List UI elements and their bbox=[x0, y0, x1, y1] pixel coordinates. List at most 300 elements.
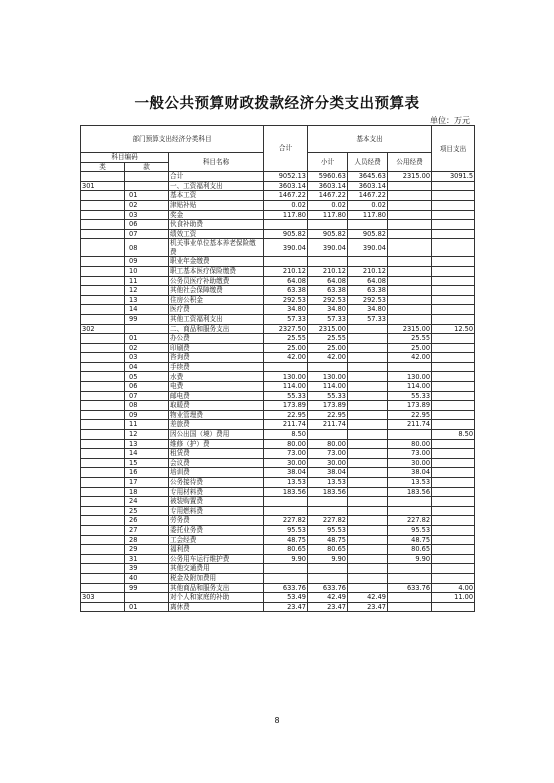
cell-kuan bbox=[125, 181, 169, 191]
cell-kuan: 07 bbox=[125, 229, 169, 239]
table-row bbox=[81, 314, 475, 324]
cell-name: 办公费 bbox=[169, 334, 264, 344]
cell-project: 8.50 bbox=[432, 430, 475, 440]
cell-name: 绩效工资 bbox=[169, 229, 264, 239]
cell-personnel: 905.82 bbox=[348, 229, 388, 239]
cell-subtotal: 48.75 bbox=[308, 535, 348, 545]
cell-public: 55.33 bbox=[388, 391, 432, 401]
cell-kuan: 05 bbox=[125, 372, 169, 382]
cell-kuan: 04 bbox=[125, 362, 169, 372]
cell-kuan: 27 bbox=[125, 525, 169, 535]
cell-personnel: 210.12 bbox=[348, 266, 388, 276]
cell-total: 55.33 bbox=[264, 391, 308, 401]
cell-kuan: 02 bbox=[125, 343, 169, 353]
cell-name: 其他社会保障缴费 bbox=[169, 286, 264, 296]
cell-kuan: 09 bbox=[125, 410, 169, 420]
table-row bbox=[81, 535, 475, 545]
cell-kuan: 15 bbox=[125, 458, 169, 468]
cell-kuan bbox=[125, 172, 169, 182]
cell-subtotal bbox=[308, 573, 348, 583]
cell-name: 劳务费 bbox=[169, 516, 264, 526]
cell-lei bbox=[81, 564, 125, 574]
cell-personnel bbox=[348, 497, 388, 507]
cell-subtotal: 227.82 bbox=[308, 516, 348, 526]
table-row bbox=[81, 181, 475, 191]
cell-lei bbox=[81, 334, 125, 344]
cell-public: 183.56 bbox=[388, 487, 432, 497]
cell-project bbox=[432, 506, 475, 516]
cell-total: 63.38 bbox=[264, 286, 308, 296]
cell-personnel bbox=[348, 525, 388, 535]
cell-name: 奖金 bbox=[169, 210, 264, 220]
cell-total: 57.33 bbox=[264, 314, 308, 324]
cell-total bbox=[264, 362, 308, 372]
cell-name: 职业年金缴费 bbox=[169, 257, 264, 267]
cell-public: 173.89 bbox=[388, 401, 432, 411]
cell-name: 对个人和家庭的补助 bbox=[169, 593, 264, 603]
table-row bbox=[81, 191, 475, 201]
table-row bbox=[81, 487, 475, 497]
cell-personnel bbox=[348, 420, 388, 430]
cell-name: 印刷费 bbox=[169, 343, 264, 353]
cell-total: 48.75 bbox=[264, 535, 308, 545]
cell-public bbox=[388, 497, 432, 507]
cell-subtotal: 390.04 bbox=[308, 239, 348, 257]
table-row bbox=[81, 410, 475, 420]
header-personnel: 人员经费 bbox=[348, 153, 388, 172]
cell-personnel bbox=[348, 468, 388, 478]
table-row bbox=[81, 401, 475, 411]
cell-total bbox=[264, 220, 308, 230]
cell-personnel: 57.33 bbox=[348, 314, 388, 324]
cell-lei bbox=[81, 382, 125, 392]
cell-kuan: 09 bbox=[125, 257, 169, 267]
cell-public: 2315.00 bbox=[388, 172, 432, 182]
cell-total bbox=[264, 257, 308, 267]
cell-subtotal: 3603.14 bbox=[308, 181, 348, 191]
cell-public bbox=[388, 191, 432, 201]
cell-public: 114.00 bbox=[388, 382, 432, 392]
cell-kuan: 28 bbox=[125, 535, 169, 545]
cell-total bbox=[264, 506, 308, 516]
cell-subtotal: 633.76 bbox=[308, 583, 348, 593]
cell-public: 95.53 bbox=[388, 525, 432, 535]
cell-subtotal: 80.65 bbox=[308, 545, 348, 555]
cell-name: 委托业务费 bbox=[169, 525, 264, 535]
cell-kuan: 07 bbox=[125, 391, 169, 401]
cell-public: 80.00 bbox=[388, 439, 432, 449]
cell-name: 电费 bbox=[169, 382, 264, 392]
cell-personnel: 0.02 bbox=[348, 200, 388, 210]
table-row bbox=[81, 200, 475, 210]
cell-subtotal: 25.00 bbox=[308, 343, 348, 353]
cell-total: 38.04 bbox=[264, 468, 308, 478]
cell-subtotal: 173.89 bbox=[308, 401, 348, 411]
cell-personnel: 390.04 bbox=[348, 239, 388, 257]
cell-lei: 301 bbox=[81, 181, 125, 191]
cell-personnel: 117.80 bbox=[348, 210, 388, 220]
table-row bbox=[81, 220, 475, 230]
cell-project bbox=[432, 401, 475, 411]
cell-project bbox=[432, 372, 475, 382]
cell-subtotal: 117.80 bbox=[308, 210, 348, 220]
cell-project bbox=[432, 516, 475, 526]
cell-personnel bbox=[348, 353, 388, 363]
table-row bbox=[81, 372, 475, 382]
cell-total: 64.08 bbox=[264, 276, 308, 286]
cell-total: 117.80 bbox=[264, 210, 308, 220]
cell-subtotal: 42.49 bbox=[308, 593, 348, 603]
cell-public: 38.04 bbox=[388, 468, 432, 478]
cell-name: 维修（护）费 bbox=[169, 439, 264, 449]
cell-project bbox=[432, 266, 475, 276]
cell-project bbox=[432, 468, 475, 478]
table-row bbox=[81, 564, 475, 574]
cell-name: 二、商品和服务支出 bbox=[169, 324, 264, 334]
cell-public bbox=[388, 564, 432, 574]
table-row bbox=[81, 295, 475, 305]
unit-label: 单位：万元 bbox=[430, 116, 470, 125]
cell-name: 其他工资福利支出 bbox=[169, 314, 264, 324]
cell-personnel: 23.47 bbox=[348, 602, 388, 612]
cell-lei bbox=[81, 478, 125, 488]
cell-public: 211.74 bbox=[388, 420, 432, 430]
cell-lei bbox=[81, 449, 125, 459]
cell-name: 专用燃料费 bbox=[169, 506, 264, 516]
cell-kuan: 06 bbox=[125, 220, 169, 230]
cell-personnel bbox=[348, 343, 388, 353]
cell-total bbox=[264, 564, 308, 574]
cell-kuan: 13 bbox=[125, 439, 169, 449]
cell-project bbox=[432, 305, 475, 315]
cell-public bbox=[388, 220, 432, 230]
cell-public: 25.00 bbox=[388, 343, 432, 353]
cell-lei bbox=[81, 602, 125, 612]
cell-public bbox=[388, 229, 432, 239]
cell-subtotal: 25.55 bbox=[308, 334, 348, 344]
cell-lei bbox=[81, 573, 125, 583]
cell-lei bbox=[81, 314, 125, 324]
cell-total: 80.00 bbox=[264, 439, 308, 449]
cell-public: 42.00 bbox=[388, 353, 432, 363]
cell-total: 34.80 bbox=[264, 305, 308, 315]
cell-public: 30.00 bbox=[388, 458, 432, 468]
cell-personnel bbox=[348, 516, 388, 526]
table-row bbox=[81, 210, 475, 220]
cell-name: 工会经费 bbox=[169, 535, 264, 545]
cell-subtotal: 22.95 bbox=[308, 410, 348, 420]
cell-total: 130.00 bbox=[264, 372, 308, 382]
cell-subtotal: 23.47 bbox=[308, 602, 348, 612]
cell-lei bbox=[81, 353, 125, 363]
cell-project bbox=[432, 525, 475, 535]
table-row bbox=[81, 602, 475, 612]
cell-subtotal: 55.33 bbox=[308, 391, 348, 401]
cell-name: 职工基本医疗保险缴费 bbox=[169, 266, 264, 276]
cell-kuan: 17 bbox=[125, 478, 169, 488]
cell-kuan: 08 bbox=[125, 239, 169, 257]
cell-name: 其他商品和服务支出 bbox=[169, 583, 264, 593]
cell-personnel bbox=[348, 430, 388, 440]
table-row bbox=[81, 257, 475, 267]
cell-subtotal: 95.53 bbox=[308, 525, 348, 535]
cell-subtotal bbox=[308, 430, 348, 440]
cell-personnel: 34.80 bbox=[348, 305, 388, 315]
cell-project bbox=[432, 286, 475, 296]
cell-total: 0.02 bbox=[264, 200, 308, 210]
cell-personnel: 3603.14 bbox=[348, 181, 388, 191]
cell-personnel bbox=[348, 439, 388, 449]
cell-lei bbox=[81, 286, 125, 296]
cell-personnel bbox=[348, 573, 388, 583]
cell-public: 130.00 bbox=[388, 372, 432, 382]
cell-total: 30.00 bbox=[264, 458, 308, 468]
cell-kuan: 12 bbox=[125, 286, 169, 296]
cell-total: 173.89 bbox=[264, 401, 308, 411]
page-number: 8 bbox=[274, 716, 280, 725]
cell-lei bbox=[81, 362, 125, 372]
cell-name: 一、工资福利支出 bbox=[169, 181, 264, 191]
table-row bbox=[81, 324, 475, 334]
cell-personnel bbox=[348, 449, 388, 459]
cell-kuan: 01 bbox=[125, 602, 169, 612]
cell-name: 基本工资 bbox=[169, 191, 264, 201]
cell-total: 2327.50 bbox=[264, 324, 308, 334]
cell-total: 9052.13 bbox=[264, 172, 308, 182]
cell-total: 95.53 bbox=[264, 525, 308, 535]
table-row bbox=[81, 229, 475, 239]
cell-name: 公务接待费 bbox=[169, 478, 264, 488]
header-subtotal: 小计 bbox=[308, 153, 348, 172]
cell-project bbox=[432, 181, 475, 191]
table-row bbox=[81, 593, 475, 603]
cell-name: 手续费 bbox=[169, 362, 264, 372]
cell-public bbox=[388, 257, 432, 267]
cell-personnel: 292.53 bbox=[348, 295, 388, 305]
cell-name: 医疗费 bbox=[169, 305, 264, 315]
cell-kuan: 03 bbox=[125, 210, 169, 220]
cell-subtotal: 2315.00 bbox=[308, 324, 348, 334]
cell-public bbox=[388, 266, 432, 276]
cell-public bbox=[388, 362, 432, 372]
table-row bbox=[81, 525, 475, 535]
cell-personnel: 42.49 bbox=[348, 593, 388, 603]
cell-personnel bbox=[348, 401, 388, 411]
cell-lei bbox=[81, 497, 125, 507]
cell-project bbox=[432, 334, 475, 344]
cell-personnel bbox=[348, 458, 388, 468]
table-row bbox=[81, 478, 475, 488]
cell-total bbox=[264, 573, 308, 583]
cell-personnel bbox=[348, 478, 388, 488]
cell-total: 905.82 bbox=[264, 229, 308, 239]
cell-kuan: 26 bbox=[125, 516, 169, 526]
cell-public bbox=[388, 210, 432, 220]
cell-kuan: 02 bbox=[125, 200, 169, 210]
table-row bbox=[81, 506, 475, 516]
cell-project bbox=[432, 239, 475, 257]
cell-lei bbox=[81, 220, 125, 230]
table-row bbox=[81, 239, 475, 257]
table-row bbox=[81, 420, 475, 430]
cell-name: 伙食补助费 bbox=[169, 220, 264, 230]
cell-subtotal: 38.04 bbox=[308, 468, 348, 478]
header-project: 项目支出 bbox=[432, 126, 475, 172]
cell-total: 114.00 bbox=[264, 382, 308, 392]
cell-subtotal: 63.38 bbox=[308, 286, 348, 296]
cell-personnel bbox=[348, 564, 388, 574]
cell-project bbox=[432, 478, 475, 488]
cell-total: 390.04 bbox=[264, 239, 308, 257]
cell-name: 邮电费 bbox=[169, 391, 264, 401]
cell-project bbox=[432, 276, 475, 286]
cell-subtotal bbox=[308, 362, 348, 372]
cell-project bbox=[432, 295, 475, 305]
cell-subtotal: 905.82 bbox=[308, 229, 348, 239]
cell-lei bbox=[81, 229, 125, 239]
cell-subtotal bbox=[308, 220, 348, 230]
table-row bbox=[81, 353, 475, 363]
table-row bbox=[81, 391, 475, 401]
cell-lei: 302 bbox=[81, 324, 125, 334]
cell-lei: 303 bbox=[81, 593, 125, 603]
cell-kuan bbox=[125, 324, 169, 334]
table-row bbox=[81, 172, 475, 182]
table-row bbox=[81, 266, 475, 276]
cell-personnel bbox=[348, 334, 388, 344]
cell-lei bbox=[81, 401, 125, 411]
cell-kuan: 13 bbox=[125, 295, 169, 305]
cell-kuan: 31 bbox=[125, 554, 169, 564]
cell-subtotal: 292.53 bbox=[308, 295, 348, 305]
budget-table bbox=[80, 125, 475, 612]
cell-lei bbox=[81, 191, 125, 201]
cell-name: 培训费 bbox=[169, 468, 264, 478]
cell-kuan: 10 bbox=[125, 266, 169, 276]
cell-lei bbox=[81, 266, 125, 276]
cell-lei bbox=[81, 172, 125, 182]
cell-public bbox=[388, 181, 432, 191]
cell-public: 25.55 bbox=[388, 334, 432, 344]
cell-public bbox=[388, 593, 432, 603]
cell-kuan: 08 bbox=[125, 401, 169, 411]
cell-lei bbox=[81, 525, 125, 535]
cell-project bbox=[432, 362, 475, 372]
cell-personnel bbox=[348, 220, 388, 230]
header-dept-subject: 部门预算支出经济分类科目 bbox=[81, 126, 264, 153]
cell-project bbox=[432, 314, 475, 324]
cell-kuan: 29 bbox=[125, 545, 169, 555]
cell-total: 22.95 bbox=[264, 410, 308, 420]
cell-personnel bbox=[348, 506, 388, 516]
cell-total: 23.47 bbox=[264, 602, 308, 612]
cell-subtotal bbox=[308, 497, 348, 507]
cell-lei bbox=[81, 430, 125, 440]
cell-personnel: 3645.63 bbox=[348, 172, 388, 182]
cell-kuan: 11 bbox=[125, 276, 169, 286]
header-total: 合计 bbox=[264, 126, 308, 172]
cell-project: 4.00 bbox=[432, 583, 475, 593]
cell-public bbox=[388, 286, 432, 296]
cell-kuan: 01 bbox=[125, 334, 169, 344]
table-row bbox=[81, 276, 475, 286]
cell-project bbox=[432, 554, 475, 564]
cell-kuan: 14 bbox=[125, 305, 169, 315]
cell-total: 8.50 bbox=[264, 430, 308, 440]
table-row bbox=[81, 545, 475, 555]
cell-subtotal: 34.80 bbox=[308, 305, 348, 315]
cell-subtotal: 1467.22 bbox=[308, 191, 348, 201]
cell-name: 公务用车运行维护费 bbox=[169, 554, 264, 564]
cell-personnel: 64.08 bbox=[348, 276, 388, 286]
cell-public bbox=[388, 276, 432, 286]
cell-kuan: 24 bbox=[125, 497, 169, 507]
cell-name: 合计 bbox=[169, 172, 264, 182]
cell-kuan: 12 bbox=[125, 430, 169, 440]
cell-subtotal: 30.00 bbox=[308, 458, 348, 468]
cell-project bbox=[432, 410, 475, 420]
cell-project: 12.50 bbox=[432, 324, 475, 334]
cell-project bbox=[432, 564, 475, 574]
cell-project bbox=[432, 382, 475, 392]
cell-subtotal: 80.00 bbox=[308, 439, 348, 449]
cell-public: 13.53 bbox=[388, 478, 432, 488]
table-row bbox=[81, 382, 475, 392]
cell-name: 会议费 bbox=[169, 458, 264, 468]
cell-project bbox=[432, 257, 475, 267]
cell-kuan bbox=[125, 593, 169, 603]
cell-personnel: 1467.22 bbox=[348, 191, 388, 201]
header-subject-name: 科目名称 bbox=[169, 153, 264, 172]
cell-lei bbox=[81, 295, 125, 305]
table-row bbox=[81, 430, 475, 440]
cell-total: 42.00 bbox=[264, 353, 308, 363]
cell-public bbox=[388, 602, 432, 612]
cell-personnel bbox=[348, 391, 388, 401]
cell-kuan: 99 bbox=[125, 314, 169, 324]
cell-project bbox=[432, 210, 475, 220]
cell-total: 3603.14 bbox=[264, 181, 308, 191]
cell-project bbox=[432, 535, 475, 545]
table-row bbox=[81, 286, 475, 296]
cell-name: 税金及附加费用 bbox=[169, 573, 264, 583]
cell-name: 物业管理费 bbox=[169, 410, 264, 420]
cell-kuan: 18 bbox=[125, 487, 169, 497]
cell-project: 3091.5 bbox=[432, 172, 475, 182]
cell-project: 11.00 bbox=[432, 593, 475, 603]
cell-lei bbox=[81, 458, 125, 468]
cell-lei bbox=[81, 239, 125, 257]
cell-project bbox=[432, 545, 475, 555]
cell-subtotal: 210.12 bbox=[308, 266, 348, 276]
cell-total: 292.53 bbox=[264, 295, 308, 305]
cell-total: 25.00 bbox=[264, 343, 308, 353]
table-row bbox=[81, 516, 475, 526]
cell-kuan: 11 bbox=[125, 420, 169, 430]
table-row bbox=[81, 305, 475, 315]
cell-personnel bbox=[348, 382, 388, 392]
cell-lei bbox=[81, 516, 125, 526]
cell-project bbox=[432, 200, 475, 210]
cell-project bbox=[432, 487, 475, 497]
cell-lei bbox=[81, 535, 125, 545]
cell-name: 因公出国（境）费用 bbox=[169, 430, 264, 440]
table-row bbox=[81, 573, 475, 583]
cell-personnel bbox=[348, 554, 388, 564]
cell-name: 福利费 bbox=[169, 545, 264, 555]
cell-public: 2315.00 bbox=[388, 324, 432, 334]
cell-total: 210.12 bbox=[264, 266, 308, 276]
